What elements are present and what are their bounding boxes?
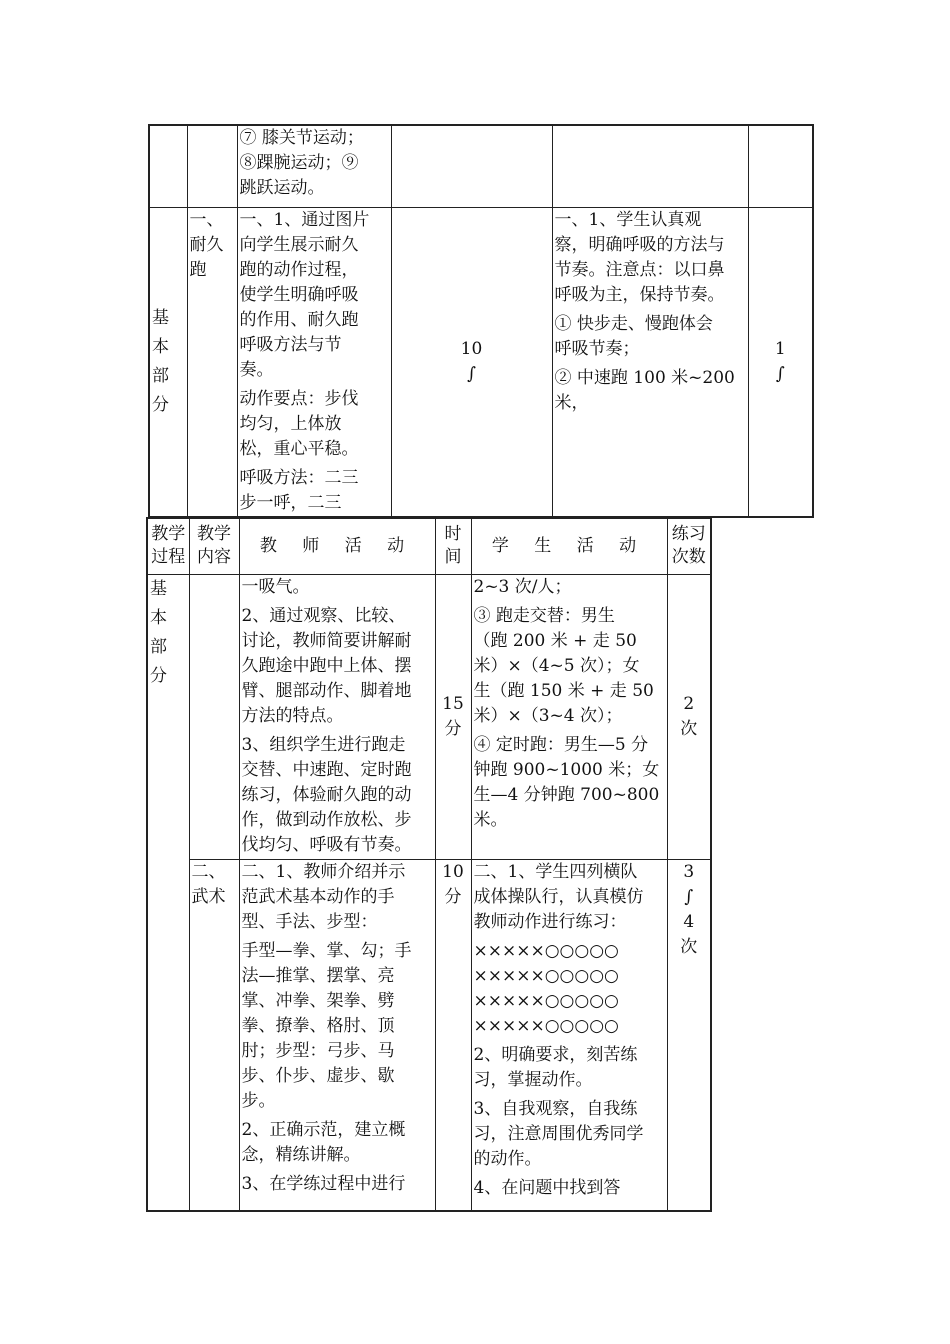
count-cell: [748, 125, 813, 207]
student-activity-cell: [552, 125, 748, 207]
topic-cell: [189, 574, 239, 859]
teacher-activity-cell: 一吸气。 2、通过观察、比较、 讨论，教师简要讲解耐 久跑途中跑中上体、摆 臂、腿部动作、脚着地 方法的特点。 3、组织学生进行跑走 交替、中速跑、定时跑 练习，体验耐久跑的动 作，做到动作放松、步 伐均匀、呼吸有节奏。: [239, 574, 435, 859]
header-count: 练习 次数: [667, 518, 711, 574]
phase-cell: 基 本 部 分: [149, 207, 187, 517]
phase-cell: [149, 125, 187, 207]
header-phase: 教学 过程: [147, 518, 189, 574]
teacher-activity-cell: ⑦ 膝关节运动； ⑧踝腕运动；⑨ 跳跃运动。: [237, 125, 391, 207]
count-cell: 3 ∫ 4 次: [667, 859, 711, 1211]
student-activity-cell: 一、1、学生认真观 察，明确呼吸的方法与 节奏。注意点：以口鼻 呼吸为主，保持节奏。 ① 快步走、慢跑体会 呼吸节奏； ② 中速跑 100 米~200 米，: [552, 207, 748, 517]
table-row: [147, 859, 711, 1211]
phase-cell: 基 本 部 分: [147, 574, 189, 1211]
time-cell: 10 分: [435, 859, 471, 1211]
student-activity-cell: 二、1、学生四列横队 成体操队行，认真模仿 教师动作进行练习： ×××××○○○○○ ×××××○○○○○ ×××××○○○○○ ×××××○○○○○ 2、明确要求，刻苦练 习，掌握动作。 3、自我观察，自我练 习，注意周围优秀同学 的动作。 4、在问题中找到答: [471, 859, 667, 1211]
time-cell: 15 分: [435, 574, 471, 859]
time-cell: [391, 125, 552, 207]
teacher-activity-cell: 一、1、通过图片 向学生展示耐久 跑的动作过程， 使学生明确呼吸 的作用、耐久跑 呼吸方法与节 奏。 动作要点：步伐 均匀，上体放 松，重心平稳。 呼吸方法：二三 步一呼，二三: [237, 207, 391, 517]
time-cell: 10 ∫: [391, 207, 552, 517]
table-header-row: [147, 518, 711, 574]
teacher-activity-cell: 二、1、教师介绍并示 范武术基本动作的手 型、手法、步型： 手型—拳、掌、勾；手 法—推掌、摆掌、亮 掌、冲拳、架拳、劈 拳、撩拳、格肘、顶 肘；步型：弓步、马 步、仆步、虚步、歇 步。 2、正确示范，建立概 念，精练讲解。 3、在学练过程中进行: [239, 859, 435, 1211]
table-row: [149, 207, 813, 517]
header-content: 教学 内容: [189, 518, 239, 574]
count-cell: 2 次: [667, 574, 711, 859]
table-row: [149, 125, 813, 207]
formation-diagram: ×××××○○○○○ ×××××○○○○○ ×××××○○○○○ ×××××○○○○○: [473, 940, 619, 1036]
table-row: [147, 574, 711, 859]
header-student: 学 生 活 动: [471, 518, 667, 574]
topic-cell: [187, 125, 237, 207]
topic-cell: 一、 耐久 跑: [187, 207, 237, 517]
lesson-plan-table-top: [148, 124, 814, 518]
topic-cell: 二、 武术: [189, 859, 239, 1211]
student-activity-cell: 2~3 次/人； ③ 跑走交替：男生 （跑 200 米 + 走 50 米）×（4~5 次）；女 生（跑 150 米 + 走 50 米）×（3~4 次）； ④ 定时跑：男生—5 分 钟跑 900~1000 米；女 生—4 分钟跑 700~800 米。: [471, 574, 667, 859]
lesson-plan-table-main: [146, 517, 712, 1212]
header-time: 时 间: [435, 518, 471, 574]
header-teacher: 教 师 活 动: [239, 518, 435, 574]
count-cell: 1 ∫: [748, 207, 813, 517]
